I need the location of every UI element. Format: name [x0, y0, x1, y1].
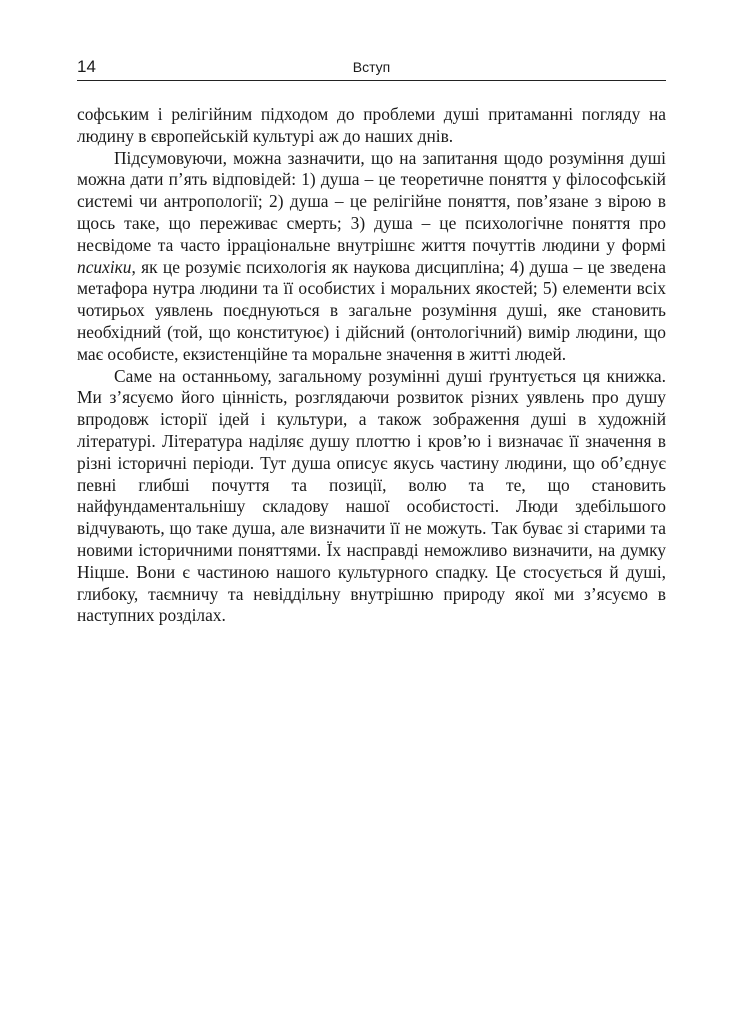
running-header: [77, 56, 666, 81]
page-number: 14: [77, 57, 96, 76]
paragraph-summary-text-end: , як це розуміє психологія як наукова дисципліна; 4) душа – це зведена метафора нутра людини та її особистих і моральних якостей; 5) елементи всіх чотирьох уявлень поєднуються в загальне розуміння душі, яке становить необхідний (той, що конституює) і дійсний (онтологічний) вимір людини, що має особисте, екзистенційне та моральне значення в житті людей.: [77, 256, 666, 364]
body-text: [77, 104, 666, 627]
paragraph-book-scope: Саме на останньому, загальному розумінні душі ґрунтується ця книжка. Ми з’ясуємо його цінність, розглядаючи розвиток різних уявлень про душу впродовж історії ідей і культури, а також зображення душі в художній літературі. Література наділяє душу плоттю і кров’ю і визначає її значення в різні історичні періоди. Тут душа описує якусь частину людини, що об’єднує певні глибші почуття та позиції, волю та те, що становить найфундаментальнішу складову нашої особистості. Люди здебільшого відчувають, що таке душа, але визначити її не можуть. Так буває зі старими та новими історичними поняттями. Їх насправді неможливо визначити, на думку Ніцше. Вони є частиною нашого культурного спадку. Це стосується й душі, глибоку, таємничу та невіддільну внутрішню природу якої ми з’ясуємо в наступних розділах.: [77, 365, 666, 626]
paragraph-summary: [77, 148, 666, 366]
section-title: Вступ: [352, 59, 391, 75]
paragraph-continued: софським і релігійним підходом до проблеми душі притаманні погляду на людину в європейській культурі аж до наших днів.: [77, 104, 666, 146]
paragraph-summary-text-start: Підсумовуючи, можна зазначити, що на запитання щодо розуміння душі можна дати п’ять відповідей: 1) душа – це теоретичне поняття у філософській системі чи антропології; 2) душа – це релігійне поняття, пов’язане з вірою в щось таке, що переживає смерть; 3) душа – це психологічне поняття про несвідоме та часто ірраціональне внутрішнє життя почуттів людини у формі: [77, 147, 666, 255]
emphasized-term: психіки: [77, 256, 132, 277]
